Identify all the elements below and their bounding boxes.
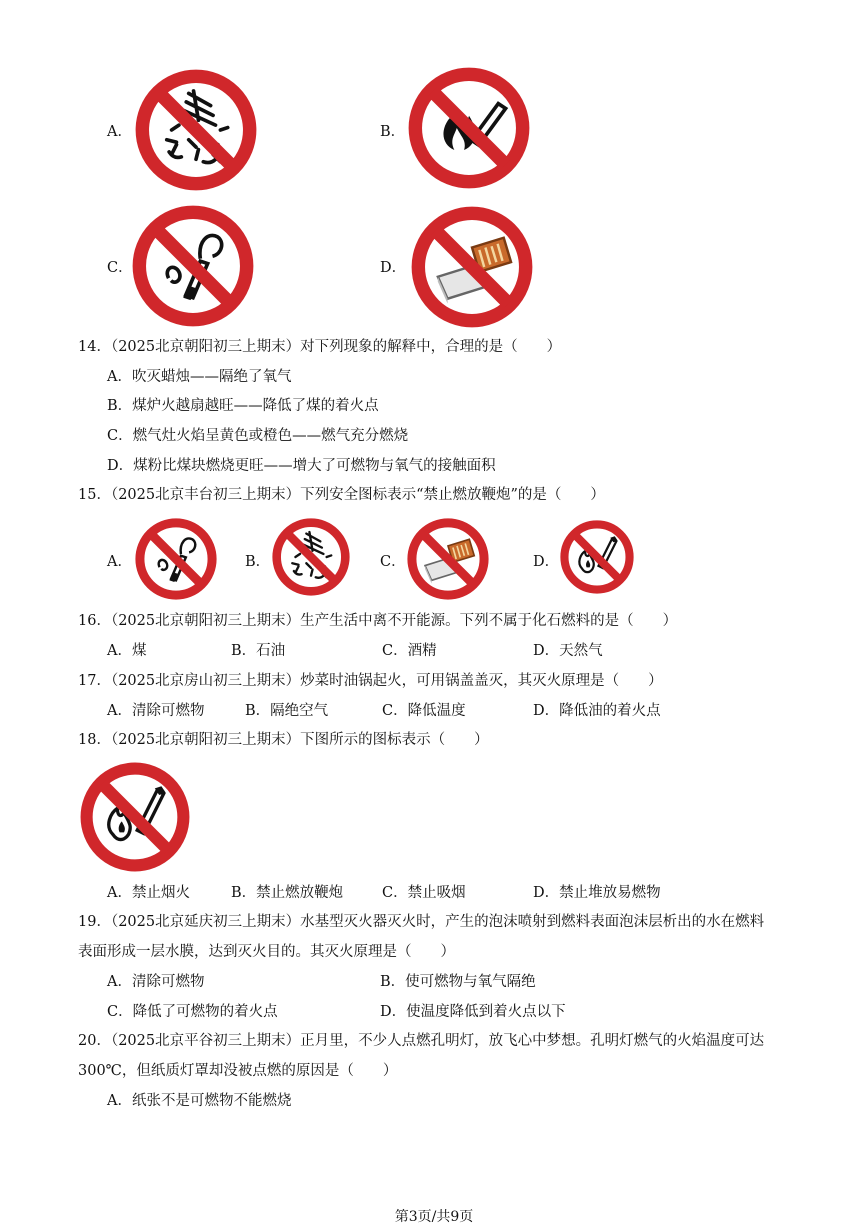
q16-option-d[interactable]: D．天然气 [533,643,603,659]
q18-option-b[interactable]: B．禁止燃放鞭炮 [231,885,344,901]
q15-option-a-label[interactable]: A． [107,554,132,570]
q17-option-c[interactable]: C．降低温度 [382,703,466,719]
q15-stem: 15．（2025北京丰台初三上期末）下列安全图标表示“禁止燃放鞭炮”的是（ ） [78,487,605,503]
no-smoking-icon [135,518,217,600]
q17-stem: 17．（2025北京房山初三上期末）炒菜时油锅起火，可用锅盖盖灭，其灭火原理是（ ） [78,673,663,689]
q13-option-c-label[interactable]: C． [107,260,133,276]
page-footer: 第3页/共9页 [394,1209,474,1225]
q18-option-c[interactable]: C．禁止吸烟 [382,885,466,901]
q14-option-c[interactable]: C．燃气灶火焰呈黄色或橙色——燃气充分燃烧 [107,428,409,444]
q19-stem-line-1: 19．（2025北京延庆初三上期末）水基型灭火器灭火时，产生的泡沫喷射到燃料表面泡沫层析出的水在燃料 [78,914,765,930]
q14-option-d[interactable]: D．煤粉比煤块燃烧更旺——增大了可燃物与氧气的接触面积 [107,458,496,474]
q15-option-b-label[interactable]: B． [245,554,271,570]
q17-option-a[interactable]: A．清除可燃物 [107,703,205,719]
q13-option-d-label[interactable]: D． [380,260,407,276]
no-fire-icon [80,762,190,872]
q18-stem: 18．（2025北京朝阳初三上期末）下图所示的图标表示（ ） [78,732,489,748]
q18-option-d[interactable]: D．禁止堆放易燃物 [533,885,661,901]
no-matches-icon [407,518,489,600]
q15-option-c-label[interactable]: C． [380,554,406,570]
q19-option-c[interactable]: C．降低了可燃物的着火点 [107,1004,278,1020]
q20-option-a[interactable]: A．纸张不是可燃物不能燃烧 [107,1093,292,1109]
no-fire-icon [560,520,634,594]
q16-option-a[interactable]: A．煤 [107,643,147,659]
no-matches-icon [411,206,533,328]
q15-option-d-label[interactable]: D． [533,554,560,570]
q19-option-a[interactable]: A．清除可燃物 [107,974,205,990]
q16-stem: 16．（2025北京朝阳初三上期末）生产生活中离不开能源。下列不属于化石燃料的是（ ） [78,613,678,629]
q13-option-b-label[interactable]: B． [380,124,406,140]
q16-option-c[interactable]: C．酒精 [382,643,437,659]
q19-option-b[interactable]: B．使可燃物与氧气隔绝 [380,974,536,990]
q17-option-b[interactable]: B．隔绝空气 [245,703,329,719]
no-firecrackers-icon [135,69,257,191]
q17-option-d[interactable]: D．降低油的着火点 [533,703,661,719]
q20-stem-line-1: 20．（2025北京平谷初三上期末）正月里，不少人点燃孔明灯，放飞心中梦想。孔明灯燃气的火焰温度可达 [78,1033,765,1049]
q19-stem-line-2: 表面形成一层水膜，达到灭火目的。其灭火原理是（ ） [78,944,455,960]
q16-option-b[interactable]: B．石油 [231,643,286,659]
q18-option-a[interactable]: A．禁止烟火 [107,885,190,901]
no-firecrackers-icon [272,518,350,596]
q19-option-d[interactable]: D．使温度降低到着火点以下 [380,1004,566,1020]
no-smoking-icon [132,205,254,327]
q14-stem: 14．（2025北京朝阳初三上期末）对下列现象的解释中，合理的是（ ） [78,339,562,355]
q20-stem-line-2: 300℃，但纸质灯罩却没被点燃的原因是（ ） [78,1063,398,1079]
no-fire-icon [408,67,530,189]
q14-option-a[interactable]: A．吹灭蜡烛——隔绝了氧气 [107,369,292,385]
q13-option-a-label[interactable]: A． [107,124,132,140]
q14-option-b[interactable]: B．煤炉火越扇越旺——降低了煤的着火点 [107,398,379,414]
